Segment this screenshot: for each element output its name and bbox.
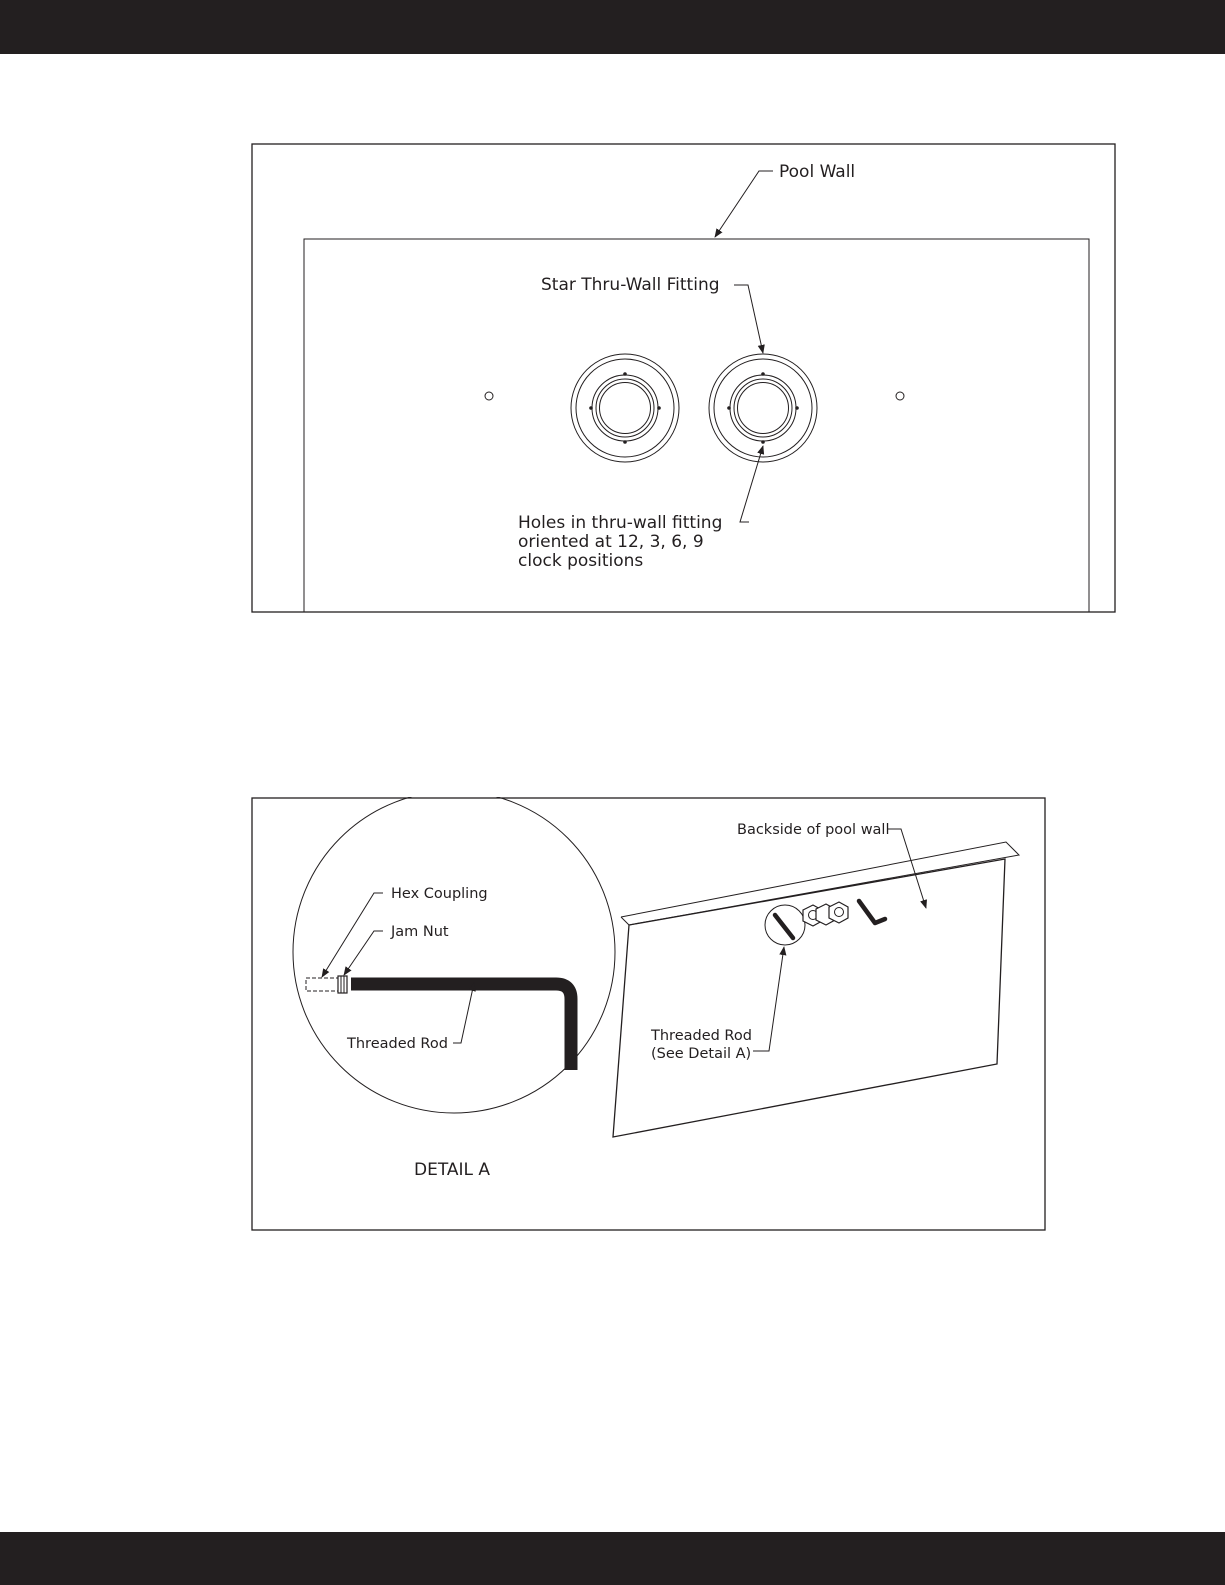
wall-bolt-hole-left — [485, 392, 493, 400]
pool-wall-label: Pool Wall — [779, 162, 856, 182]
thru-wall-fitting-right — [709, 354, 817, 462]
figure-pool-wall-back — [251, 797, 1047, 1233]
hex-coupling-label: Hex Coupling — [391, 886, 488, 902]
wall-hardware — [765, 901, 885, 945]
jam-nut-label: Jam Nut — [391, 924, 449, 940]
figure-frame — [252, 798, 1045, 1230]
detail-threaded-rod-label: Threaded Rod — [347, 1036, 448, 1052]
header-band — [0, 0, 1225, 54]
detail-threaded-rod — [306, 976, 571, 1070]
figure-pool-wall-front — [251, 143, 1117, 613]
footer-band — [0, 1532, 1225, 1585]
threaded-rod-leader — [753, 947, 784, 1051]
detail-a-title: DETAIL A — [414, 1160, 491, 1180]
holes-label-line3: clock positions — [518, 551, 644, 571]
star-fitting-leader — [734, 285, 763, 353]
pool-wall-backside-panel — [613, 842, 1019, 1137]
holes-label-line2: oriented at 12, 3, 6, 9 — [518, 532, 704, 552]
pool-wall-leader — [715, 171, 773, 237]
thru-wall-fitting-left — [571, 354, 679, 462]
backside-label: Backside of pool wall — [737, 822, 890, 838]
backside-leader — [887, 829, 926, 908]
jam-nut-leader — [344, 931, 383, 975]
threaded-rod-label-line1: Threaded Rod — [651, 1028, 752, 1044]
star-fitting-label: Star Thru-Wall Fitting — [541, 275, 720, 295]
hex-coupling-leader — [322, 893, 383, 977]
threaded-rod-label-line2: (See Detail A) — [651, 1046, 752, 1062]
detail-threaded-rod-leader — [453, 983, 474, 1043]
holes-leader — [740, 446, 763, 522]
wall-bolt-hole-right — [896, 392, 904, 400]
holes-label-line1: Holes in thru-wall fitting — [518, 513, 723, 533]
